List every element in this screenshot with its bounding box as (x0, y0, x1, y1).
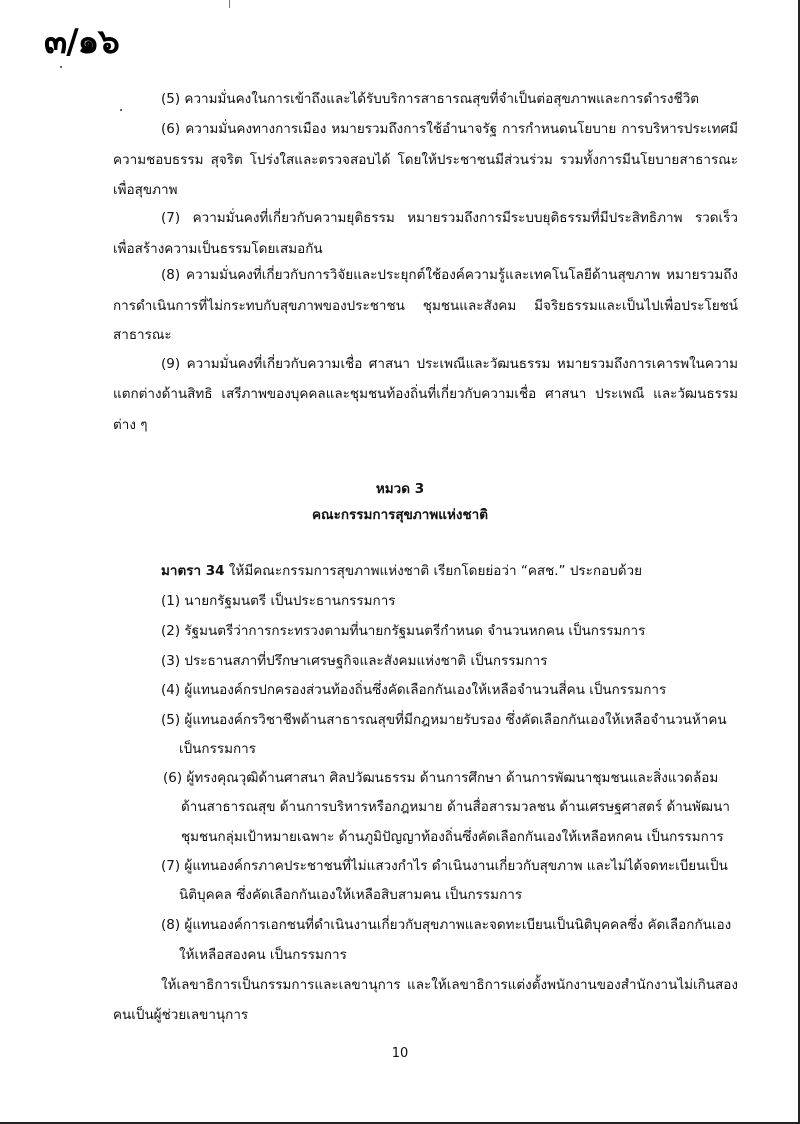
member-7-line-2: นิติบุคคล ซึ่งคัดเลือกกันเองให้เหลือสิบสามคน เป็นกรรมการ (179, 887, 523, 903)
member-5-line-1: (5) ผู้แทนองค์กรวิชาชีพด้านสาธารณสุขที่มีกฎหมายรับรอง ซึ่งคัดเลือกกันเองให้เหลือจำนวนห้าคน (161, 712, 727, 728)
item-8-line-3: สาธารณะ (113, 327, 172, 343)
closing-line-1: ให้เลขาธิการเป็นกรรมการและเลขานุการ และให้เลขาธิการแต่งตั้งพนักงานของสำนักงานไม่เกินสอง (161, 977, 738, 993)
item-8-line-1: (8) ความมั่นคงที่เกี่ยวกับการวิจัยและประยุกต์ใช้องค์ความรู้และเทคโนโลยีด้านสุขภาพ หมายรวมถึง (161, 267, 738, 283)
section-label: มาตรา 34 (161, 563, 225, 579)
chapter-title: คณะกรรมการสุขภาพแห่งชาติ (312, 507, 488, 523)
item-6-line-1: (6) ความมั่นคงทางการเมือง หมายรวมถึงการใช้อำนาจรัฐ การกำหนดนโยบาย การบริหารประเทศมี (161, 121, 738, 137)
member-2: (2) รัฐมนตรีว่าการกระทรวงตามที่นายกรัฐมนตรีกำหนด จำนวนหกคน เป็นกรรมการ (161, 623, 646, 639)
scan-artifact-top (229, 0, 230, 8)
member-6-line-2: ด้านสาธารณสุข ด้านการบริหารหรือกฎหมาย ด้านสื่อสารมวลชน ด้านเศรษฐศาสตร์ ด้านพัฒนา (181, 799, 730, 815)
member-5-line-2: เป็นกรรมการ (179, 741, 256, 757)
member-8-line-2: ให้เหลือสองคน เป็นกรรมการ (179, 947, 347, 963)
member-7-line-1: (7) ผู้แทนองค์กรภาคประชาชนที่ไม่แสวงกำไร ดำเนินงานเกี่ยวกับสุขภาพ และไม่ได้จดทะเบียนเป็น (161, 858, 728, 874)
scan-speck (60, 66, 62, 68)
item-7-line-2: เพื่อสร้างความเป็นธรรมโดยเสมอกัน (113, 241, 323, 257)
item-8-line-2: การดำเนินการที่ไม่กระทบกับสุขภาพของประชาชน ชุมชนและสังคม มีจริยธรรมและเป็นไปเพื่อประโยชน์ (113, 298, 738, 314)
member-6-line-3: ชุมชนกลุ่มเป้าหมายเฉพาะ ด้านภูมิปัญญาท้องถิ่นซึ่งคัดเลือกกันเองให้เหลือหกคน เป็นกรรมการ (181, 829, 724, 845)
item-9-line-2: แตกต่างด้านสิทธิ เสรีภาพของบุคคลและชุมชนท้องถิ่นที่เกี่ยวกับความเชื่อ ศาสนา ประเพณี และวัฒนธรรม (113, 386, 738, 402)
closing-line-2: คนเป็นผู้ช่วยเลขานุการ (113, 1007, 249, 1023)
handwritten-page-mark: ๓/๑๖ (44, 22, 119, 62)
member-4: (4) ผู้แทนองค์กรปกครองส่วนท้องถิ่นซึ่งคัดเลือกกันเองให้เหลือจำนวนสี่คน เป็นกรรมการ (161, 682, 667, 698)
member-1: (1) นายกรัฐมนตรี เป็นประธานกรรมการ (161, 593, 396, 609)
item-9-line-1: (9) ความมั่นคงที่เกี่ยวกับความเชื่อ ศาสนา ประเพณีและวัฒนธรรม หมายรวมถึงการเคารพในความ (161, 356, 738, 372)
item-5: (5) ความมั่นคงในการเข้าถึงและได้รับบริการสาธารณสุขที่จำเป็นต่อสุขภาพและการดำรงชีวิต (161, 91, 700, 107)
item-7-line-1: (7) ความมั่นคงที่เกี่ยวกับความยุติธรรม หมายรวมถึงการมีระบบยุติธรรมที่มีประสิทธิภาพ รวดเร็ว (161, 210, 738, 226)
item-6-line-3: เพื่อสุขภาพ (113, 182, 178, 198)
chapter-number: หมวด 3 (375, 481, 425, 497)
item-6-line-2: ความชอบธรรม สุจริต โปร่งใสและตรวจสอบได้ โดยให้ประชาชนมีส่วนร่วม รวมทั้งการมีนโยบายสาธารณะ (113, 152, 738, 168)
item-9-line-3: ต่าง ๆ (113, 417, 148, 433)
member-3: (3) ประธานสภาที่ปรึกษาเศรษฐกิจและสังคมแห่งชาติ เป็นกรรมการ (161, 653, 548, 669)
page-number: 10 (391, 1046, 409, 1061)
section-34-intro (161, 562, 642, 580)
member-6-line-1: (6) ผู้ทรงคุณวุฒิด้านศาสนา ศิลปวัฒนธรรม ด้านการศึกษา ด้านการพัฒนาชุมชนและสิ่งแวดล้อม (163, 770, 719, 786)
member-8-line-1: (8) ผู้แทนองค์การเอกชนที่ดำเนินงานเกี่ยวกับสุขภาพและจดทะเบียนเป็นนิติบุคคลซึ่ง คัดเลือกกันเอง (161, 917, 732, 933)
scan-speck (120, 109, 122, 111)
section-intro-text: ให้มีคณะกรรมการสุขภาพแห่งชาติ เรียกโดยย่อว่า “คสช.” ประกอบด้วย (224, 563, 643, 579)
